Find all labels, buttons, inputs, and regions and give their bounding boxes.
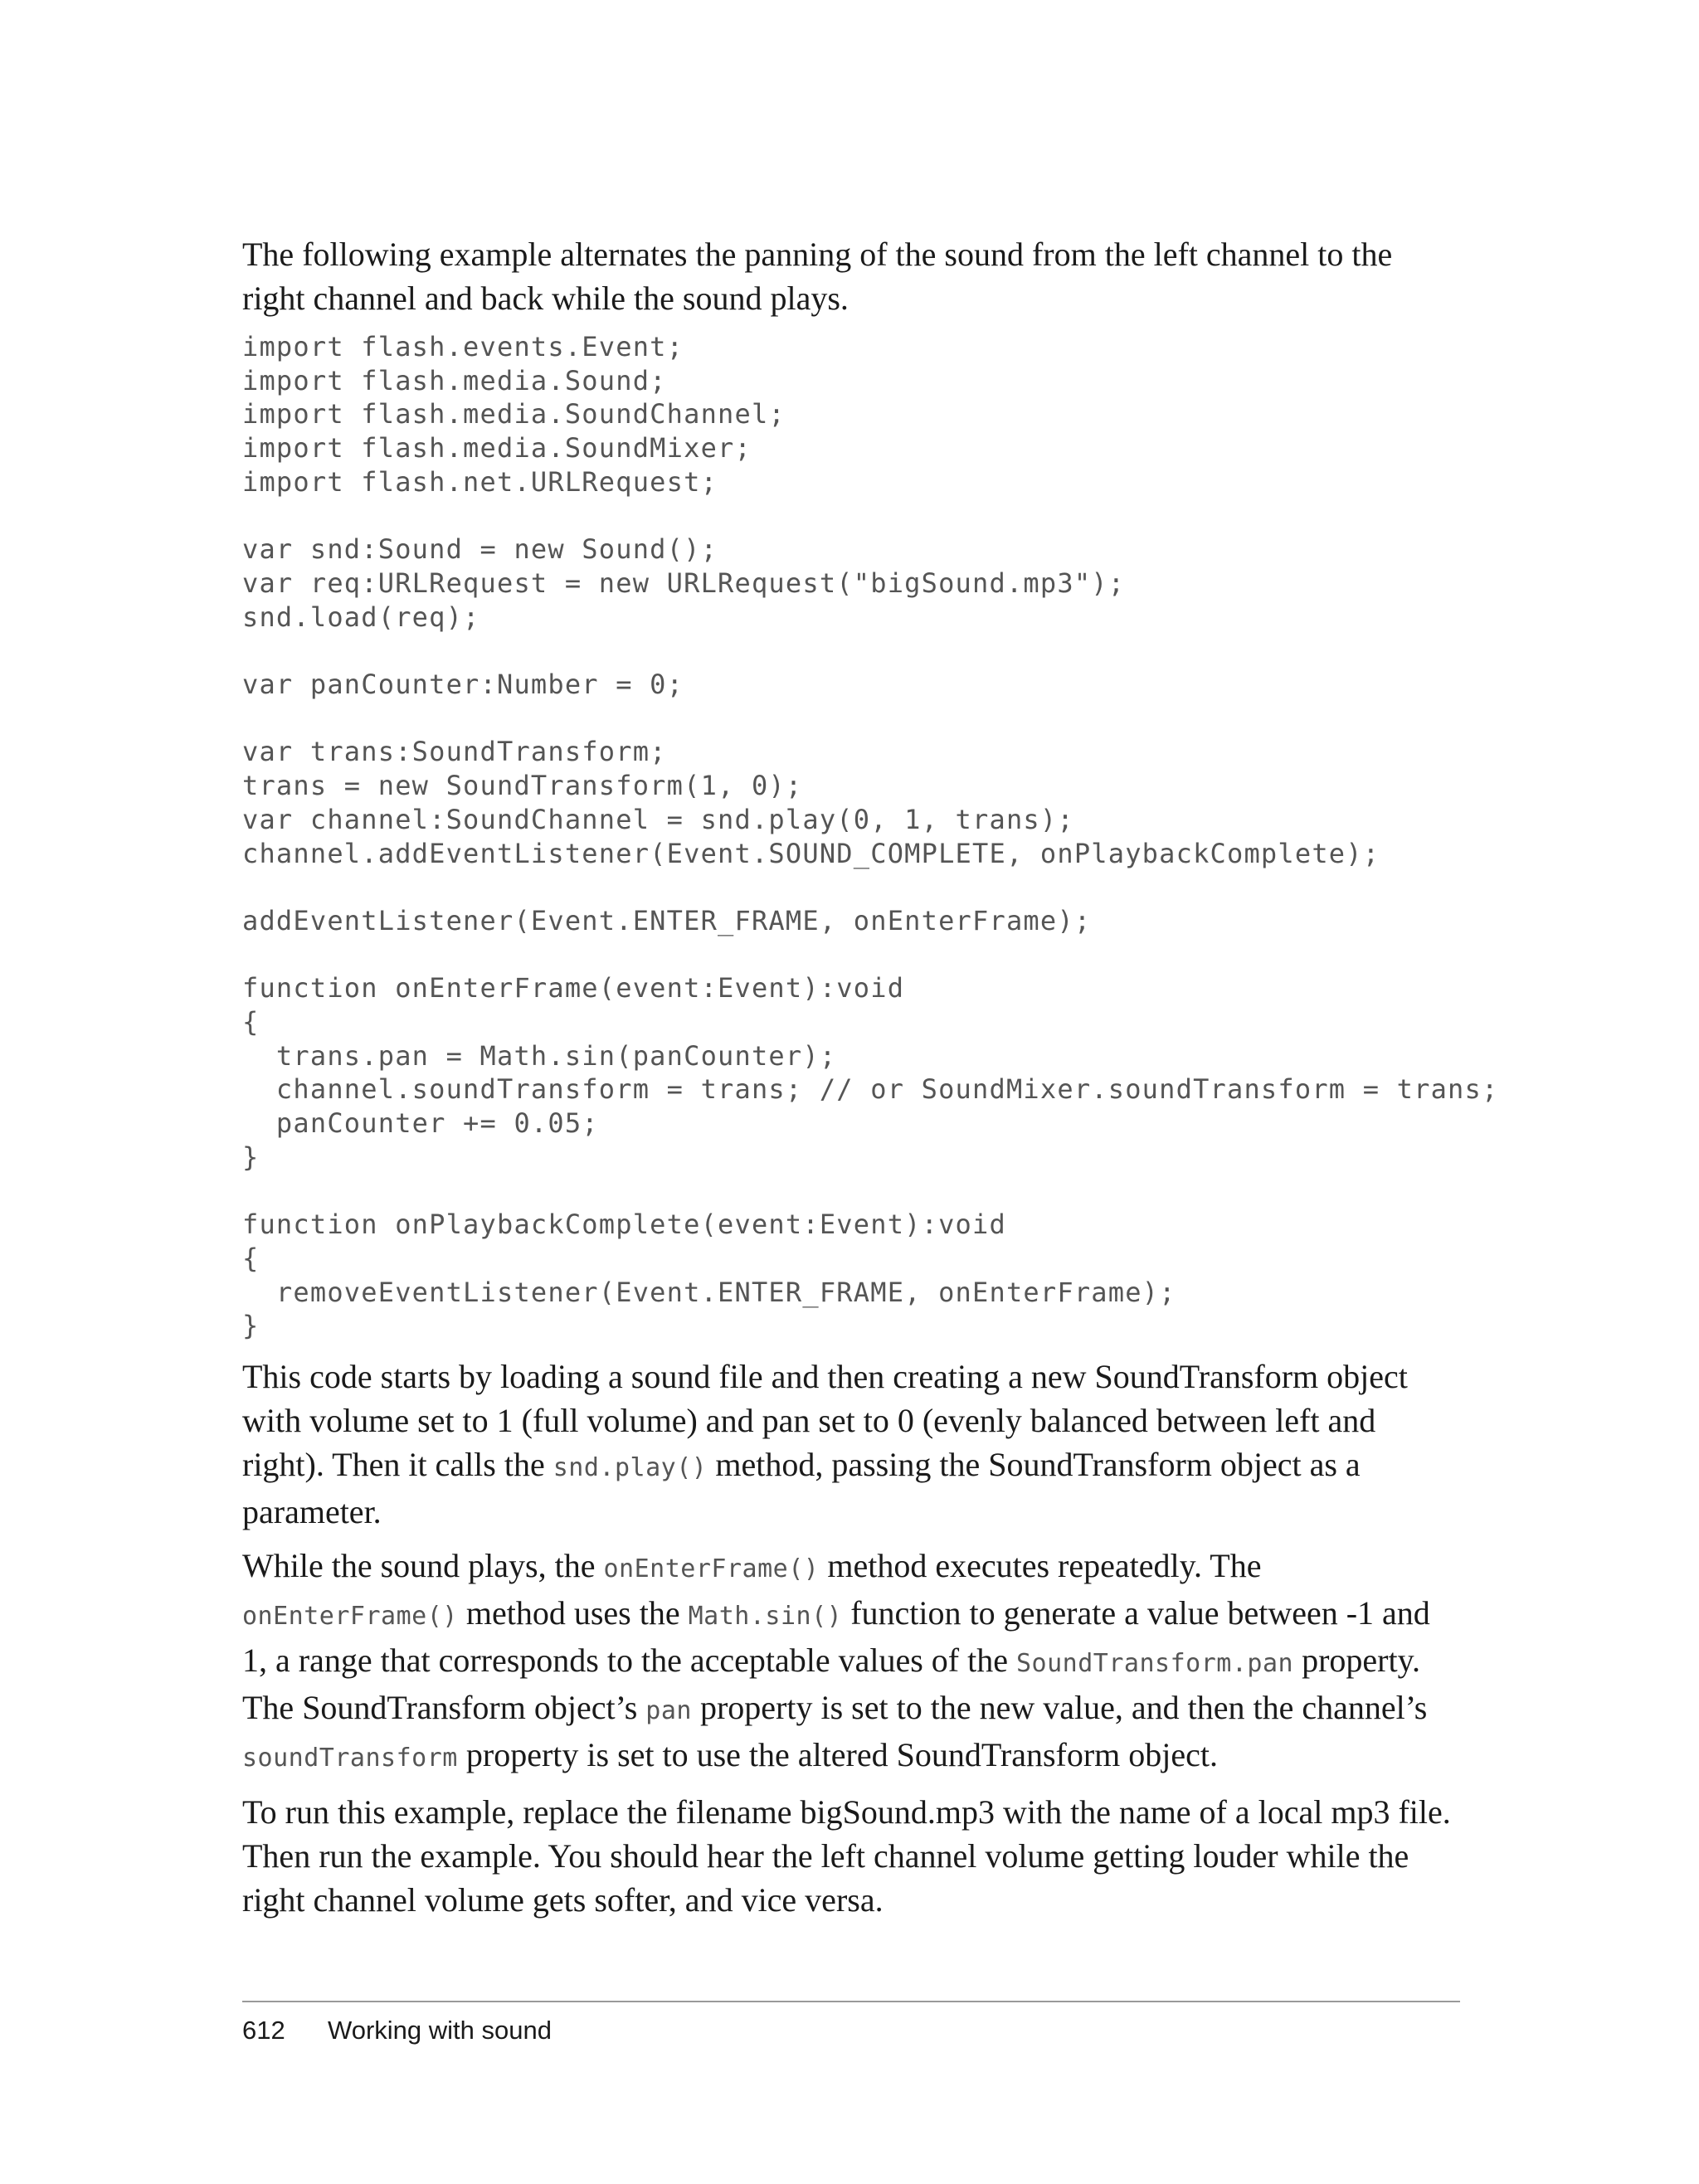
run-instructions-paragraph: To run this example, replace the filename bigSound.mp3 with the name of a local mp3 file. Then run the example. You should hear the left channel volume getting louder while the right channel volume gets softer, and vice versa.: [242, 1793, 1451, 1919]
code-line: channel.addEventListener(Event.SOUND_COMPLETE, onPlaybackComplete);: [242, 837, 1380, 869]
inline-code: soundTransform: [242, 1744, 458, 1773]
page-footer: [242, 2016, 552, 2045]
code-line: import flash.media.SoundChannel;: [242, 398, 786, 430]
code-line: var channel:SoundChannel = snd.play(0, 1, trans);: [242, 803, 1074, 835]
page-number: 612: [242, 2016, 285, 2045]
text-run: This code starts by loading a sound file and then creating a new SoundTransform object with volume set to 1 (full volume) and pan set to 0 (evenly balanced between left and right). Then it calls the: [242, 1358, 1408, 1484]
code-line: import flash.events.Event;: [242, 331, 684, 362]
text-run: property is set to use the altered SoundTransform object.: [457, 1736, 1219, 1774]
code-line: removeEventListener(Event.ENTER_FRAME, onEnterFrame);: [242, 1276, 1176, 1308]
page-content: [242, 232, 1499, 1922]
code-line: trans.pan = Math.sin(panCounter);: [242, 1039, 837, 1072]
code-line: import flash.media.Sound;: [242, 364, 667, 396]
code-line: import flash.media.SoundMixer;: [242, 432, 752, 465]
text-run: method, passing the SoundTransform object as a parameter.: [242, 1446, 1361, 1531]
inline-code: SoundTransform.pan: [1015, 1649, 1294, 1679]
intro-paragraph: The following example alternates the panning of the sound from the left channel to the right channel and back while the sound plays.: [242, 236, 1393, 317]
text-run: method executes repeatedly. The: [819, 1547, 1262, 1585]
code-line: var snd:Sound = new Sound();: [242, 533, 718, 566]
inline-code: pan: [645, 1696, 692, 1726]
code-line: channel.soundTransform = trans; // or SoundMixer.soundTransform = trans;: [242, 1073, 1499, 1106]
code-listing: [242, 330, 1499, 1343]
explanation-paragraph-2: [242, 1544, 1460, 1780]
code-line: panCounter += 0.05;: [242, 1107, 599, 1140]
code-line: }: [242, 1310, 260, 1342]
text-run: function to generate a value between -1 and 1, a range that corresponds to the acceptable values of the: [242, 1594, 1430, 1680]
code-line: var req:URLRequest = new URLRequest("bigSound.mp3");: [242, 567, 1126, 599]
section-title: Working with sound: [328, 2016, 552, 2045]
explanation-paragraph-1: [242, 1355, 1460, 1534]
code-line: snd.load(req);: [242, 601, 480, 633]
inline-code: onEnterFrame(): [242, 1602, 458, 1632]
text-run: method uses the: [457, 1594, 689, 1632]
code-line: import flash.net.URLRequest;: [242, 465, 718, 498]
inline-code: onEnterFrame(): [603, 1554, 820, 1584]
code-line: addEventListener(Event.ENTER_FRAME, onEnterFrame);: [242, 904, 1092, 936]
code-line: }: [242, 1141, 260, 1173]
footer-divider: [242, 2001, 1460, 2002]
text-run: property. The SoundTransform object’s: [242, 1642, 1420, 1727]
code-line: var trans:SoundTransform;: [242, 736, 667, 768]
code-line: {: [242, 1006, 260, 1038]
text-run: property is set to the new value, and then the channel’s: [691, 1689, 1428, 1727]
code-line: function onEnterFrame(event:Event):void: [242, 972, 905, 1004]
code-line: function onPlaybackComplete(event:Event):void: [242, 1209, 1006, 1241]
code-line: var panCounter:Number = 0;: [242, 669, 684, 701]
code-line: trans = new SoundTransform(1, 0);: [242, 770, 803, 802]
inline-code: Math.sin(): [688, 1602, 843, 1632]
text-run: While the sound plays, the: [242, 1547, 604, 1585]
code-line: {: [242, 1242, 260, 1274]
inline-code: snd.play(): [553, 1453, 708, 1483]
